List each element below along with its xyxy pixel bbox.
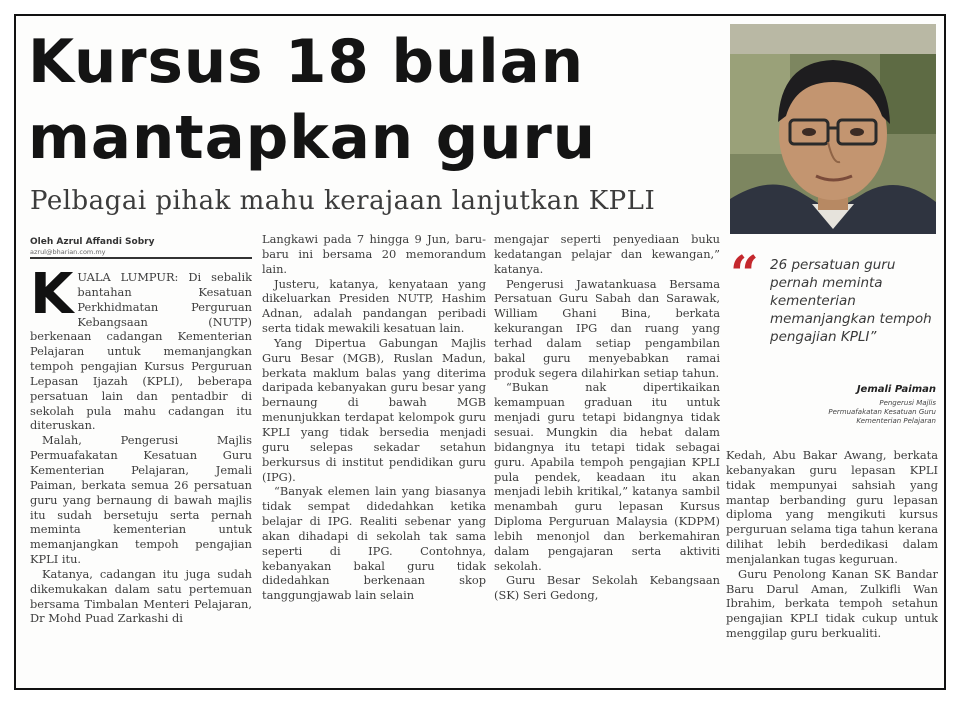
paragraph-8: mengajar seperti penyediaan buku kedatangan pelajar dan kewangan,” katanya. — [494, 232, 720, 276]
paragraph-4: Langkawi pada 7 hingga 9 Jun, baru-baru ini bersama 20 memorandum lain. — [262, 232, 486, 276]
subheadline: Pelbagai pihak mahu kerajaan lanjutkan KPLI — [30, 186, 656, 216]
pullquote-text: 26 persatuan guru pernah meminta kementerian memanjangkan tempoh pengajian KPLI” — [770, 257, 932, 345]
byline-divider — [30, 257, 252, 259]
portrait-illustration — [730, 24, 936, 234]
pullquote-role-line-3: Kementerian Pelajaran — [856, 417, 936, 425]
paragraph-7: “Banyak elemen lain yang biasanya tidak sempat didedahkan ketika belajar di IPG. Realiti sebenar yang akan dihadapi di sekolah tak sama seperti di IPG. Contohnya, kebanyakan bakal guru tidak didedahkan berkenaan skop tanggungjawab lain selain — [262, 484, 486, 603]
pullquote-role-line-1: Pengerusi Majlis — [879, 399, 936, 407]
article-column-4 — [726, 448, 938, 686]
drop-cap: K — [30, 270, 74, 327]
paragraph-6: Yang Dipertua Gabungan Majlis Guru Besar (MGB), Ruslan Madun, berkata maklum balas yang diterima daripada kebanyakan guru besar yang bernaung di bawah MGB menunjukkan terdapat kelompok guru KPLI yang tidak bersedia menjadi guru selepas sekadar setahun berkursus di institut pendidikan guru (IPG). — [262, 335, 486, 484]
article-column-3 — [494, 232, 720, 684]
paragraph-3: Katanya, cadangan itu juga sudah dikemukakan dalam satu pertemuan bersama Timbalan Menteri Pelajaran, Dr Mohd Puad Zarkashi di — [30, 566, 252, 626]
paragraph-12: Kedah, Abu Bakar Awang, berkata kebanyakan guru lepasan KPLI tidak mempunyai sahsiah yang mantap berbanding guru lepasan diploma yang mengikuti kursus perguruan selama tiga tahun kerana dilihat lebih berdedikasi dalam menjalankan tugas keguruan. — [726, 448, 938, 566]
article-column-2 — [262, 232, 486, 684]
byline-author: Oleh Azrul Affandi Sobry — [30, 237, 155, 247]
pullquote-attribution-name: Jemali Paiman — [856, 384, 936, 395]
paragraph-11: Guru Besar Sekolah Kebangsaan (SK) Seri Gedong, — [494, 573, 720, 603]
newspaper-clipping — [14, 14, 946, 690]
byline-email: azrul@bharian.com.my — [30, 248, 106, 256]
article-column-1 — [30, 270, 252, 690]
headline-line-1: Kursus 18 bulan — [28, 27, 584, 97]
paragraph-1 — [30, 270, 252, 433]
headline — [28, 24, 711, 176]
paragraph-1-text: UALA LUMPUR: Di sebalik bantahan Kesatuan Perkhidmatan Perguruan Kebangsaan (NUTP) berkenaan cadangan Kementerian Pelajaran untuk memanjangkan tempoh pengajian Kursus Perguruan Lepasan Ijazah (KPLI), beberapa persatuan lain dan pentadbir di sekolah pula mahu cadangan itu diteruskan. — [30, 270, 252, 433]
headline-line-2: mantapkan guru — [28, 103, 597, 173]
pullquote-role-line-2: Permuafakatan Kesatuan Guru — [828, 408, 936, 416]
paragraph-10: “Bukan nak dipertikaikan kemampuan graduan itu untuk menjadi guru tetapi bidangnya tidak sesuai. Mungkin dia hebat dalam bidangnya itu tetapi tidak sebagai guru. Apabila tempoh pengajian KPLI pula pendek, keadaan itu akan menjadi lebih kritikal,” katanya sambil menambah guru lepasan Kursus Diploma Perguruan Malaysia (KDPM) lebih menonjol dan berkemahiran dalam pengajaran serta aktiviti sekolah. — [494, 380, 720, 573]
byline — [30, 237, 252, 256]
paragraph-5: Justeru, katanya, kenyataan yang dikeluarkan Presiden NUTP, Hashim Adnan, adalah pandangan peribadi serta tidak mewakili kesatuan lain. — [262, 276, 486, 336]
paragraph-13: Guru Penolong Kanan SK Bandar Baru Darul Aman, Zulkifli Wan Ibrahim, berkata tempoh setahun pengajian KPLI tidak cukup untuk menggilap guru berkualiti. — [726, 566, 938, 641]
quote-mark-icon: “ — [730, 244, 759, 303]
portrait-photo — [730, 24, 936, 234]
pullquote-attribution-role — [730, 399, 936, 426]
paragraph-2: Malah, Pengerusi Majlis Permuafakatan Kesatuan Guru Kementerian Pelajaran, Jemali Paiman, berkata semua 26 persatuan guru yang bernaung di bawah majlis itu sudah bersetuju serta pernah meminta kementerian untuk memanjangkan tempoh pengajian KPLI itu. — [30, 433, 252, 567]
paragraph-9: Pengerusi Jawatankuasa Bersama Persatuan Guru Sabah dan Sarawak, William Ghani Bina, berkata kekurangan IPG dan ruang yang terhad dalam setiap pengambilan bakal guru menyebabkan ramai produk segera dilahirkan setiap tahun. — [494, 276, 720, 380]
